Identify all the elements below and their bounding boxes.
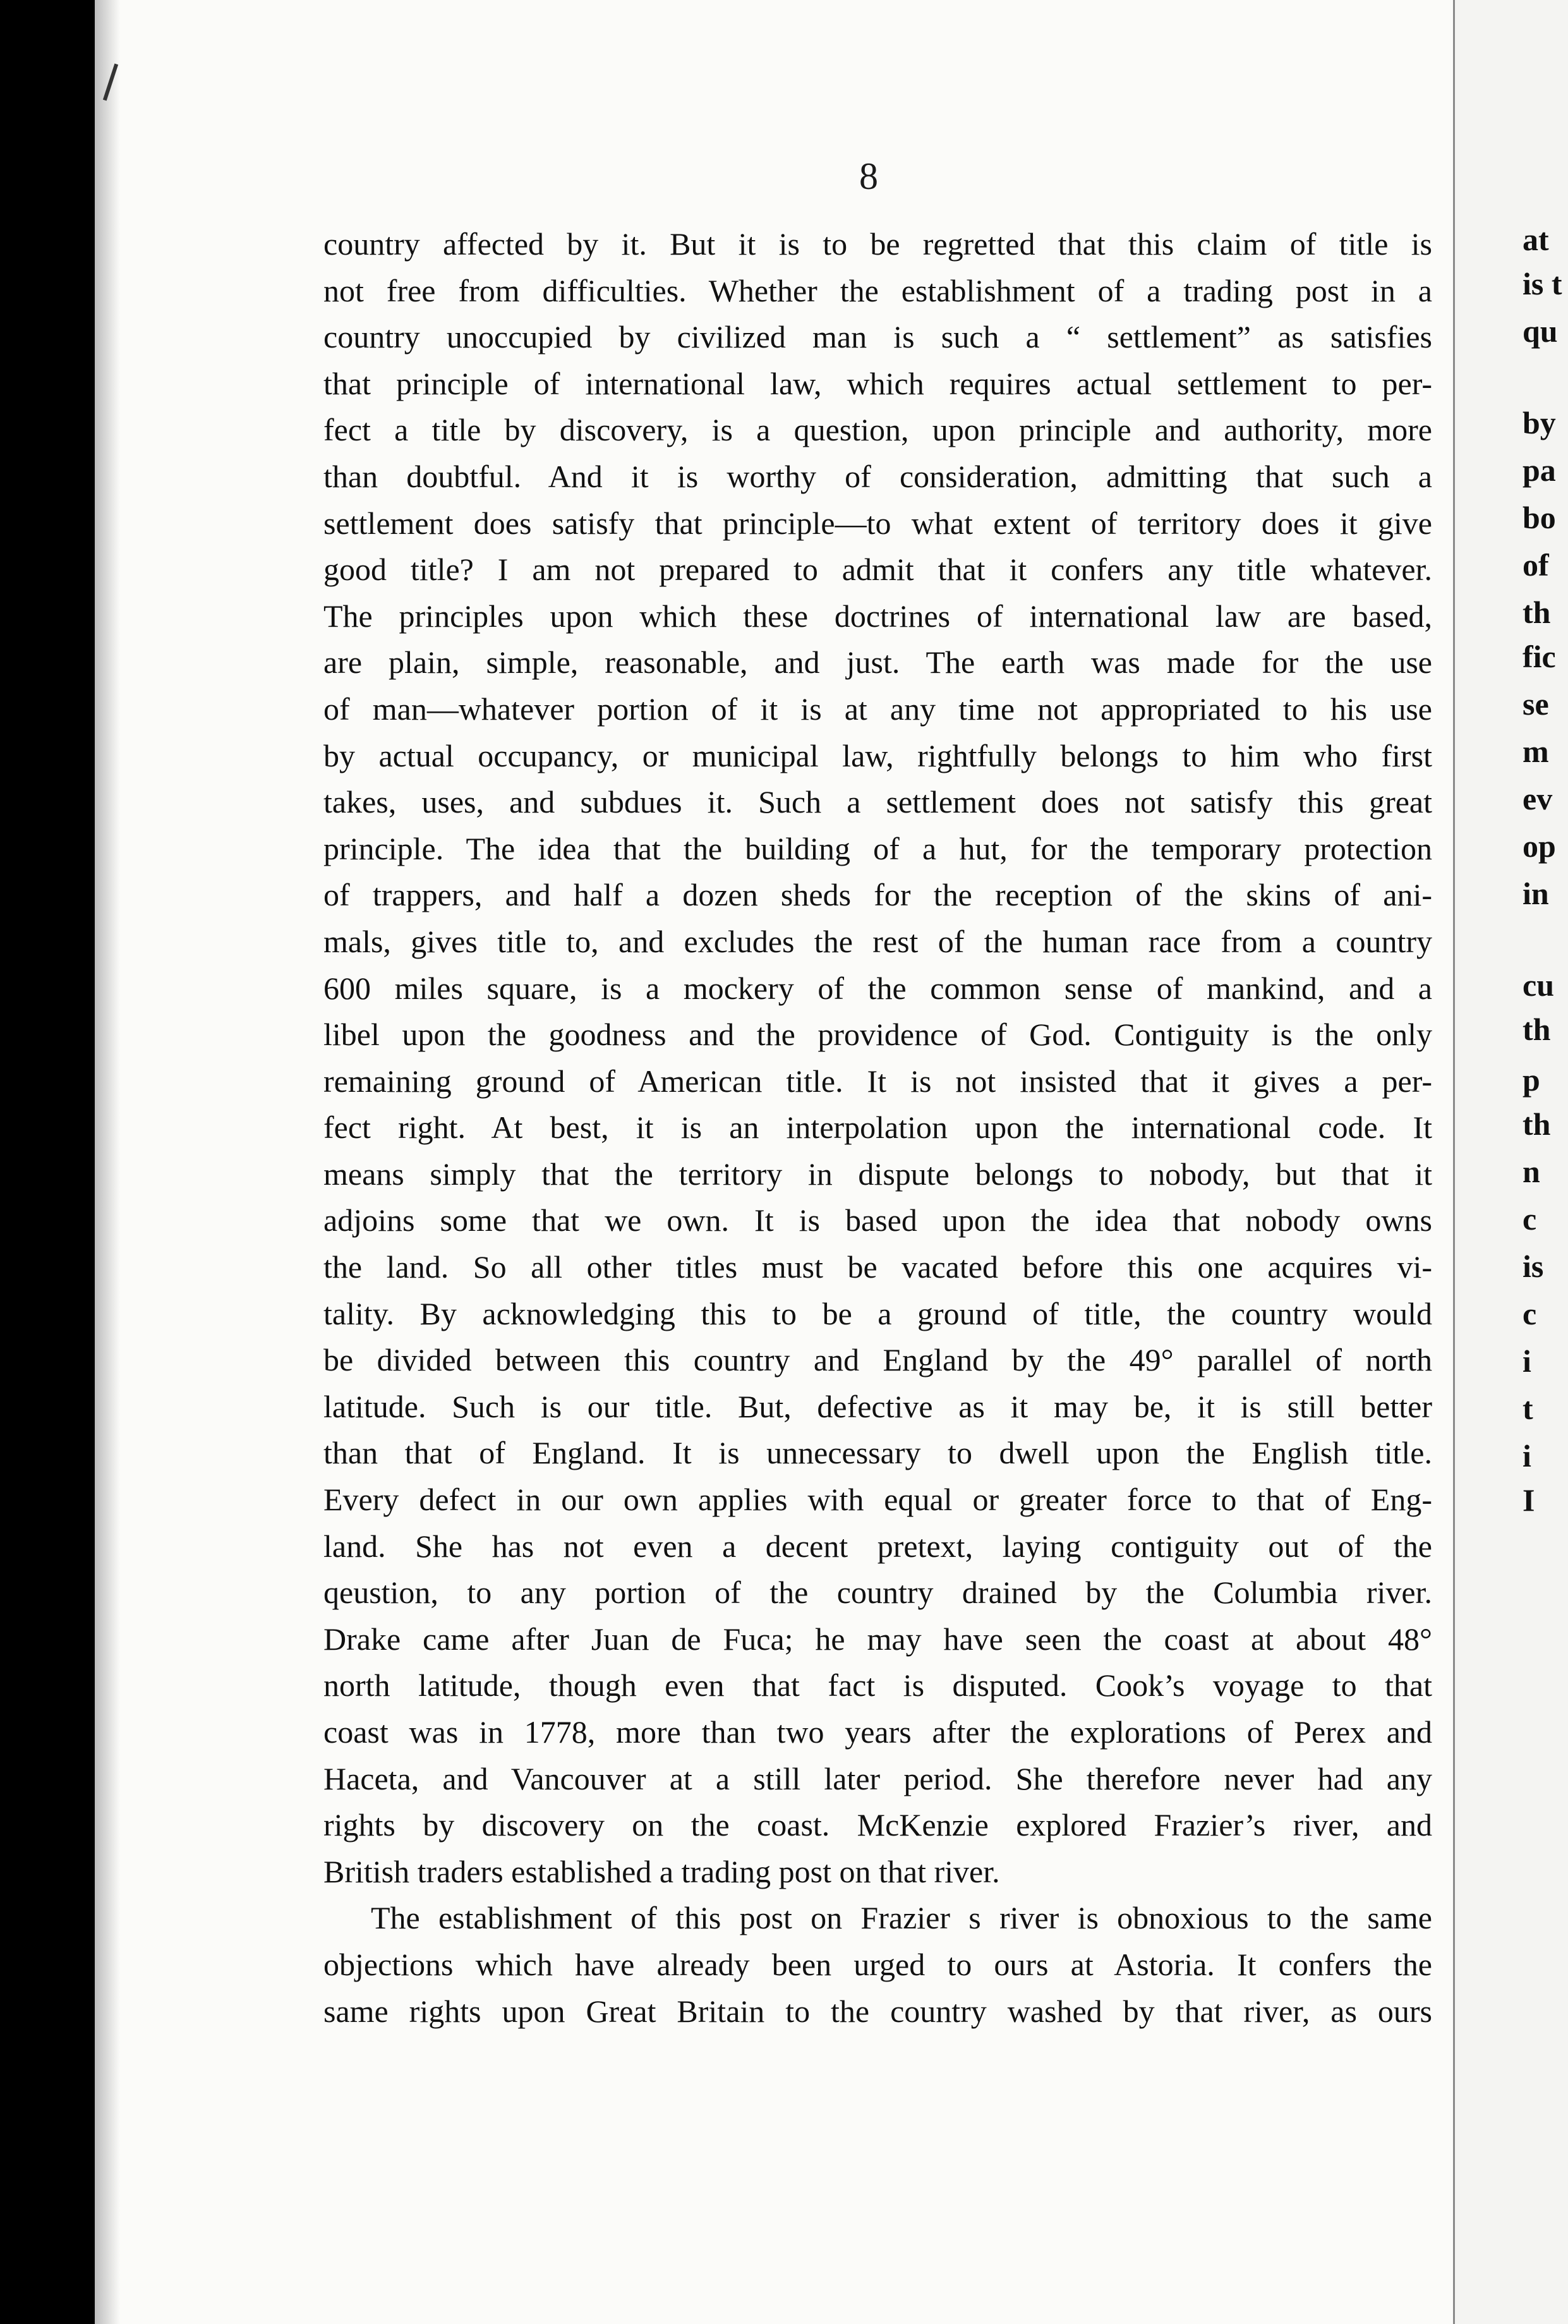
facing-page-fragment: c (1523, 1296, 1537, 1331)
text-line: by actual occupancy, or municipal law, rightfully belongs to him who first (323, 737, 1432, 773)
text-line: mals, gives title to, and excludes the rest of the human race from a country (323, 923, 1432, 959)
facing-page-fragment: of (1523, 547, 1549, 583)
facing-page-fragment: bo (1523, 500, 1556, 535)
facing-page-fragment: ev (1523, 781, 1553, 816)
text-line: The principles upon which these doctrines of international law are based, (323, 598, 1432, 634)
text-line: of man—whatever portion of it is at any time not appropriated to his use (323, 691, 1432, 727)
text-line: same rights upon Great Britain to the country washed by that river, as ours (323, 1993, 1432, 2029)
facing-page-fragment: th (1523, 595, 1551, 630)
facing-page-fragment: by (1523, 405, 1556, 440)
facing-page-fragment: i (1523, 1438, 1531, 1474)
text-line: good title? I am not prepared to admit that it confers any title whatever. (323, 552, 1432, 588)
text-line: libel upon the goodness and the providence of God. Contiguity is the only (323, 1017, 1432, 1053)
spine-shadow (95, 0, 120, 2324)
text-line: means simply that the territory in dispute belongs to nobody, but that it (323, 1156, 1432, 1192)
text-line: country unoccupied by civilized man is such a “ settlement” as satisfies (323, 319, 1432, 355)
text-line: be divided between this country and England by the 49° parallel of north (323, 1342, 1432, 1378)
facing-page-fragment: m (1523, 734, 1549, 769)
facing-page-fragment: p (1523, 1062, 1540, 1098)
facing-page-fragment: op (1523, 828, 1556, 864)
facing-page-fragment: th (1523, 1106, 1551, 1142)
body-text (323, 221, 1432, 2035)
text-line: Haceta, and Vancouver at a still later period. She therefore never had any (323, 1760, 1432, 1796)
text-line: adjoins some that we own. It is based upon the idea that nobody owns (323, 1202, 1432, 1238)
text-line: principle. The idea that the building of a hut, for the temporary protection (323, 830, 1432, 866)
facing-page-fragment: at (1523, 222, 1549, 257)
text-line: objections which have already been urged to ours at Astoria. It confers the (323, 1946, 1432, 1982)
facing-page-fragment: fic (1523, 639, 1556, 674)
facing-page-fragment: is t (1523, 266, 1562, 301)
text-line: takes, uses, and subdues it. Such a settlement does not satisfy this great (323, 784, 1432, 820)
text-line: than doubtful. And it is worthy of consideration, admitting that such a (323, 458, 1432, 494)
text-line: settlement does satisfy that principle—to what extent of territory does it give (323, 505, 1432, 541)
text-line: country affected by it. But it is to be regretted that this claim of title is (323, 226, 1432, 262)
text-line: 600 miles square, is a mockery of the common sense of mankind, and a (323, 970, 1432, 1006)
facing-page-fragment: is (1523, 1249, 1544, 1284)
text-line: latitude. Such is our title. But, defective as it may be, it is still better (323, 1388, 1432, 1424)
text-line: land. She has not even a decent pretext, laying contiguity out of the (323, 1528, 1432, 1564)
text-line: tality. By acknowledging this to be a ground of title, the country would (323, 1295, 1432, 1331)
text-line: north latitude, though even that fact is disputed. Cook’s voyage to that (323, 1667, 1432, 1704)
facing-page-fragment: I (1523, 1482, 1535, 1518)
text-line: that principle of international law, which requires actual settlement to per- (323, 365, 1432, 401)
facing-page-fragment: i (1523, 1343, 1531, 1379)
text-line: Every defect in our own applies with equal or greater force to that of Eng- (323, 1482, 1432, 1518)
text-line: qeustion, to any portion of the country drained by the Columbia river. (323, 1575, 1432, 1611)
text-line: of trappers, and half a dozen sheds for the reception of the skins of ani- (323, 877, 1432, 913)
page-number: 8 (859, 155, 878, 197)
facing-page-fragment: c (1523, 1201, 1537, 1237)
facing-page-fragment: t (1523, 1391, 1533, 1426)
text-line: coast was in 1778, more than two years after the explorations of Perex and (323, 1714, 1432, 1750)
facing-page-fragment: th (1523, 1012, 1551, 1047)
facing-page-fragment: qu (1523, 313, 1558, 349)
facing-page-fragment: in (1523, 876, 1549, 911)
facing-page-fragment: se (1523, 686, 1549, 722)
text-line: Drake came after Juan de Fuca; he may have seen the coast at about 48° (323, 1621, 1432, 1657)
text-line: are plain, simple, reasonable, and just. The earth was made for the use (323, 645, 1432, 681)
text-line: not free from difficulties. Whether the establishment of a trading post in a (323, 272, 1432, 308)
text-line: British traders established a trading post on that river. (323, 1853, 1000, 1889)
facing-page-fragment: pa (1523, 452, 1556, 488)
text-line: rights by discovery on the coast. McKenzie explored Frazier’s river, and (323, 1807, 1432, 1843)
facing-page-fragment: n (1523, 1154, 1540, 1189)
text-line: than that of England. It is unnecessary to dwell upon the English title. (323, 1435, 1432, 1471)
text-line: the land. So all other titles must be vacated before this one acquires vi- (323, 1249, 1432, 1285)
facing-page-fragment: cu (1523, 967, 1554, 1003)
text-line: The establishment of this post on Frazier s river is obnoxious to the same (371, 1900, 1432, 1936)
text-line: fect right. At best, it is an interpolation upon the international code. It (323, 1110, 1432, 1146)
text-line: remaining ground of American title. It is not insisted that it gives a per- (323, 1063, 1432, 1099)
text-line: fect a title by discovery, is a question, upon principle and authority, more (323, 412, 1432, 448)
